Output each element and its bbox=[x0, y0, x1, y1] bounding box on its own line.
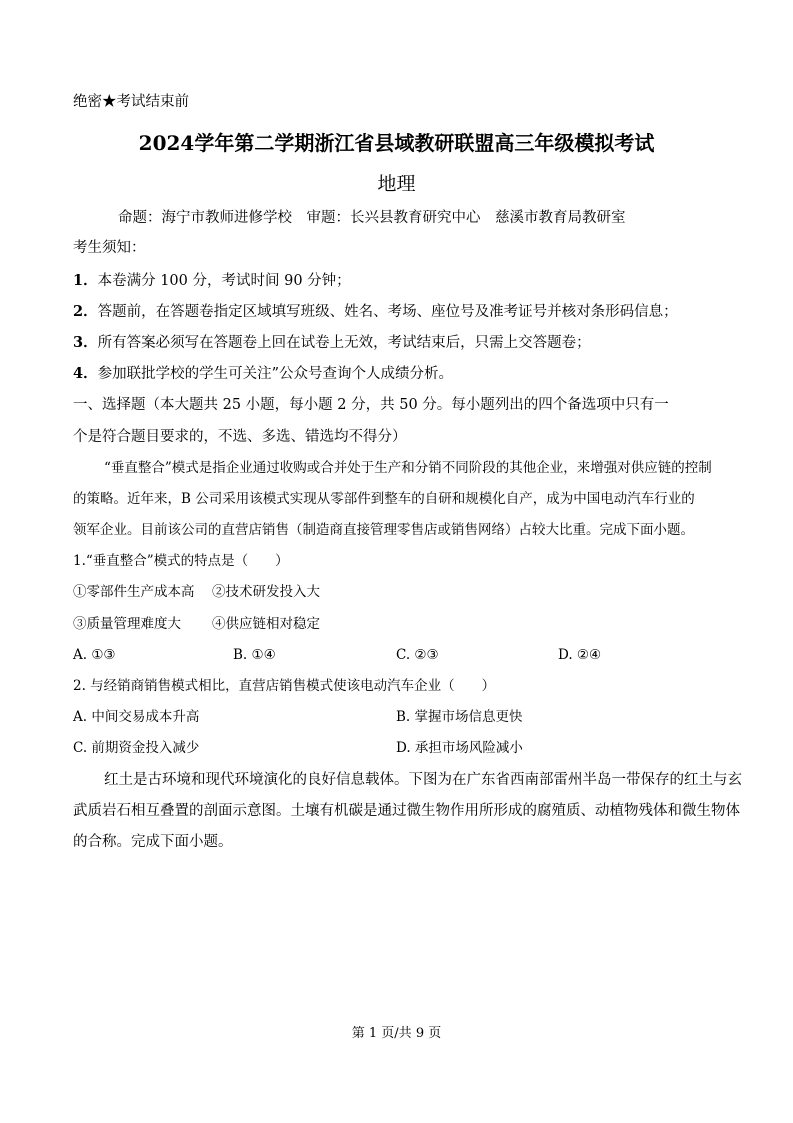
answer-option: C. 前期资金投入减少 bbox=[73, 740, 200, 756]
credits-line: 命题：海宁市教师进修学校 审题：长兴县教育研究中心 慈溪市教育局教研室 bbox=[118, 210, 626, 226]
answer-option: B. ①④ bbox=[233, 647, 276, 663]
notice-item-text: 答题前，在答题卷指定区域填写班级、姓名、考场、座位号及准考证号并核对条形码信息； bbox=[97, 304, 678, 320]
passage-line: 的策略。近年来，B 公司采用该模式实现从零部件到整车的自研和规模化自产，成为中国电动汽车行业的 bbox=[73, 491, 695, 507]
answer-option: D. 承担市场风险减小 bbox=[396, 740, 523, 756]
answer-option: B. 掌握市场信息更快 bbox=[396, 709, 523, 725]
passage-line: “垂直整合”模式是指企业通过收购或合并处于生产和分销不同阶段的其他企业，来增强对供应链的控制 bbox=[104, 460, 712, 476]
passage-line: 武质岩石相互叠置的剖面示意图。土壤有机碳是通过微生物作用所形成的腐殖质、动植物残体和微生物体 bbox=[73, 803, 740, 819]
notice-item-number: 3． bbox=[73, 334, 98, 351]
notice-heading: 考生须知： bbox=[73, 240, 146, 256]
subject-title: 地理 bbox=[377, 173, 416, 195]
exam-title: 2024学年第二学期浙江省县域教研联盟高三年级模拟考试 bbox=[138, 131, 655, 155]
section-instruction: 一、选择题（本大题共 25 小题，每小题 2 分，共 50 分。每小题列出的四个备选项中只有一 bbox=[73, 397, 669, 413]
statement: ①零部件生产成本高 bbox=[73, 584, 195, 600]
notice-item-text: 所有答案必须写在答题卷上回在试卷上无效，考试结束后，只需上交答题卷； bbox=[97, 335, 591, 351]
page-footer: 第 1 页/共 9 页 bbox=[351, 1026, 442, 1041]
question-stem: 2. 与经销商销售模式相比，直营店销售模式使该电动汽车企业（ ） bbox=[73, 678, 496, 694]
answer-option: A. 中间交易成本升高 bbox=[73, 709, 200, 725]
notice-item bbox=[73, 364, 453, 384]
notice-item bbox=[73, 271, 351, 291]
question-stem: 1.“垂直整合”模式的特点是（ ） bbox=[73, 553, 289, 569]
notice-item-number: 4． bbox=[73, 365, 98, 382]
passage-line: 红土是古环境和现代环境演化的良好信息载体。下图为在广东省西南部雷州半岛一带保存的红土与玄 bbox=[104, 772, 742, 788]
answer-option: A. ①③ bbox=[73, 647, 116, 663]
answer-option: C. ②③ bbox=[396, 647, 439, 663]
notice-item-text: 本卷满分 100 分，考试时间 90 分钟； bbox=[97, 273, 351, 289]
statement: ②技术研发投入大 bbox=[212, 584, 320, 600]
notice-item-number: 1． bbox=[73, 272, 98, 289]
statement: ③质量管理难度大 bbox=[73, 616, 181, 632]
notice-item-number: 2． bbox=[73, 303, 98, 320]
notice-item bbox=[73, 333, 591, 353]
statement: ④供应链相对稳定 bbox=[212, 616, 320, 632]
answer-option: D. ②④ bbox=[558, 647, 602, 663]
notice-item-text: 参加联批学校的学生可关注”公众号查询个人成绩分析。 bbox=[97, 366, 454, 382]
secrecy-label: 绝密★考试结束前 bbox=[73, 94, 189, 110]
passage-line: 的合称。完成下面小题。 bbox=[73, 834, 233, 850]
passage-line: 领军企业。目前该公司的直营店销售（制造商直接管理零售店或销售网络）占较大比重。完成下面小题。 bbox=[73, 522, 694, 538]
notice-item bbox=[73, 302, 678, 322]
section-instruction: 个是符合题目要求的，不选、多选、错选均不得分） bbox=[73, 429, 407, 445]
